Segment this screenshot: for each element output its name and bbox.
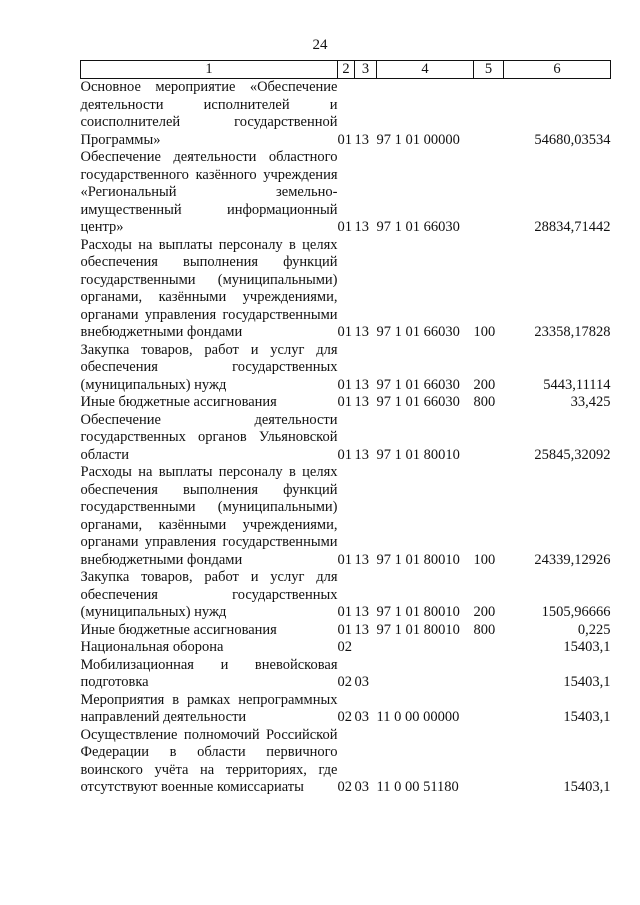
- subsection-code: 13: [354, 621, 369, 638]
- table-row: [81, 237, 611, 342]
- expense-name: Национальная оборона: [80, 639, 224, 655]
- table-header-row: [81, 61, 611, 79]
- expense-name: Закупка товаров, работ и услуг для обеспечения государственных (муниципальных) нужд: [80, 341, 338, 393]
- expense-type-code: [474, 657, 504, 692]
- section-code: 01: [337, 446, 352, 463]
- header-col-1: 1: [81, 61, 338, 79]
- target-article-code: 11 0 00 00000: [376, 709, 460, 725]
- expense-type-code: 100: [473, 551, 496, 568]
- header-col-6: 6: [504, 61, 611, 79]
- table-row: [81, 569, 611, 622]
- expense-type-code: [474, 692, 504, 727]
- table-row: [81, 79, 611, 150]
- amount: 33,425: [570, 394, 611, 410]
- expense-type-code: 800: [473, 621, 496, 638]
- expense-name: Обеспечение деятельности государственных органов Ульяновской области: [80, 411, 338, 463]
- expense-name: Обеспечение деятельности областного государственного казённого учреждения «Региональный земельно-имущественный информационный центр»: [80, 149, 338, 235]
- subsection-code: [355, 639, 377, 657]
- expense-name: Иные бюджетные ассигнования: [80, 394, 277, 410]
- expense-type-code: 100: [473, 324, 496, 340]
- table-row: [81, 342, 611, 395]
- expense-name: Осуществление полномочий Российской Федерации в области первичного воинского учёта на территориях, где отсутствуют военные комиссариаты: [80, 726, 338, 795]
- target-article-code: 97 1 01 80010: [376, 446, 460, 463]
- expense-name: Закупка товаров, работ и услуг для обеспечения государственных (муниципальных) нужд: [80, 569, 338, 620]
- section-code: 01: [337, 324, 352, 340]
- section-code: 01: [337, 394, 352, 410]
- expense-type-code: 200: [473, 376, 496, 393]
- expense-type-code: [474, 412, 504, 465]
- budget-table: [80, 60, 611, 797]
- amount: 5443,11114: [543, 376, 611, 393]
- header-col-4: 4: [377, 61, 474, 79]
- table-row: [81, 622, 611, 640]
- expense-type-code: [474, 149, 504, 237]
- target-article-code: 97 1 01 80010: [376, 551, 460, 568]
- header-col-2: 2: [338, 61, 355, 79]
- section-code: 01: [337, 219, 352, 235]
- subsection-code: 03: [354, 674, 369, 690]
- section-code: 01: [337, 551, 352, 568]
- subsection-code: 13: [354, 376, 369, 393]
- subsection-code: 13: [354, 446, 369, 463]
- target-article-code: 97 1 01 66030: [376, 376, 460, 393]
- expense-name: Основное мероприятие «Обеспечение деятельности исполнителей и соисполнителей государственной Программы»: [80, 79, 338, 148]
- table-row: [81, 639, 611, 657]
- amount: 1505,96666: [541, 604, 611, 620]
- target-article-code: 97 1 01 66030: [376, 219, 460, 235]
- expense-type-code: [474, 639, 504, 657]
- expense-type-code: [474, 727, 504, 797]
- amount: 25845,32092: [534, 446, 611, 463]
- table-row: [81, 464, 611, 569]
- page-number: 24: [312, 37, 328, 53]
- expense-name: Мобилизационная и вневойсковая подготовка: [80, 656, 338, 690]
- expense-name: Иные бюджетные ассигнования: [80, 621, 277, 638]
- table-row: [81, 657, 611, 692]
- amount: 54680,03534: [534, 131, 611, 148]
- amount: 28834,71442: [534, 219, 611, 235]
- subsection-code: 13: [354, 394, 369, 410]
- target-article-code: 97 1 01 80010: [376, 604, 460, 620]
- section-code: 02: [337, 639, 352, 655]
- expense-type-code: [474, 79, 504, 150]
- expense-name: Расходы на выплаты персоналу в целях обеспечения выполнения функций государственными (муниципальными) органами, казёнными учреждениями, органами управления государственными внебюджетными фондами: [80, 464, 338, 568]
- table-row: [81, 727, 611, 797]
- expense-name: Расходы на выплаты персоналу в целях обеспечения выполнения функций государственными (муниципальными) органами, казёнными учреждениями, органами управления государственными внебюджетными фондами: [80, 236, 338, 340]
- amount: 15403,1: [563, 709, 611, 725]
- table-row: [81, 692, 611, 727]
- subsection-code: 13: [354, 324, 369, 340]
- subsection-code: 13: [354, 604, 369, 620]
- amount: 15403,1: [563, 779, 611, 795]
- amount: 15403,1: [563, 639, 611, 655]
- section-code: 01: [337, 604, 352, 620]
- subsection-code: 13: [354, 131, 369, 148]
- section-code: 01: [337, 131, 352, 148]
- amount: 24339,12926: [534, 551, 611, 568]
- subsection-code: 03: [354, 709, 369, 725]
- target-article-code: 97 1 01 00000: [376, 131, 460, 148]
- section-code: 02: [337, 674, 352, 690]
- target-article-code: 11 0 00 51180: [376, 779, 459, 795]
- section-code: 01: [337, 376, 352, 393]
- header-col-5: 5: [474, 61, 504, 79]
- target-article-code: 97 1 01 80010: [376, 621, 460, 638]
- expense-type-code: 200: [473, 604, 496, 620]
- table-row: [81, 394, 611, 412]
- subsection-code: 13: [354, 551, 369, 568]
- expense-type-code: 800: [473, 394, 496, 410]
- subsection-code: 03: [354, 779, 369, 795]
- subsection-code: 13: [354, 219, 369, 235]
- target-article-code: 97 1 01 66030: [376, 394, 460, 410]
- amount: 0,225: [577, 621, 611, 638]
- section-code: 02: [337, 709, 352, 725]
- target-article-code: [377, 639, 474, 657]
- expense-name: Мероприятия в рамках непрограммных направлений деятельности: [80, 691, 338, 725]
- table-row: [81, 412, 611, 465]
- target-article-code: 97 1 01 66030: [376, 324, 460, 340]
- section-code: 01: [337, 621, 352, 638]
- table-row: [81, 149, 611, 237]
- section-code: 02: [337, 779, 352, 795]
- header-col-3: 3: [355, 61, 377, 79]
- amount: 23358,17828: [534, 324, 611, 340]
- amount: 15403,1: [563, 674, 611, 690]
- target-article-code: [377, 657, 474, 692]
